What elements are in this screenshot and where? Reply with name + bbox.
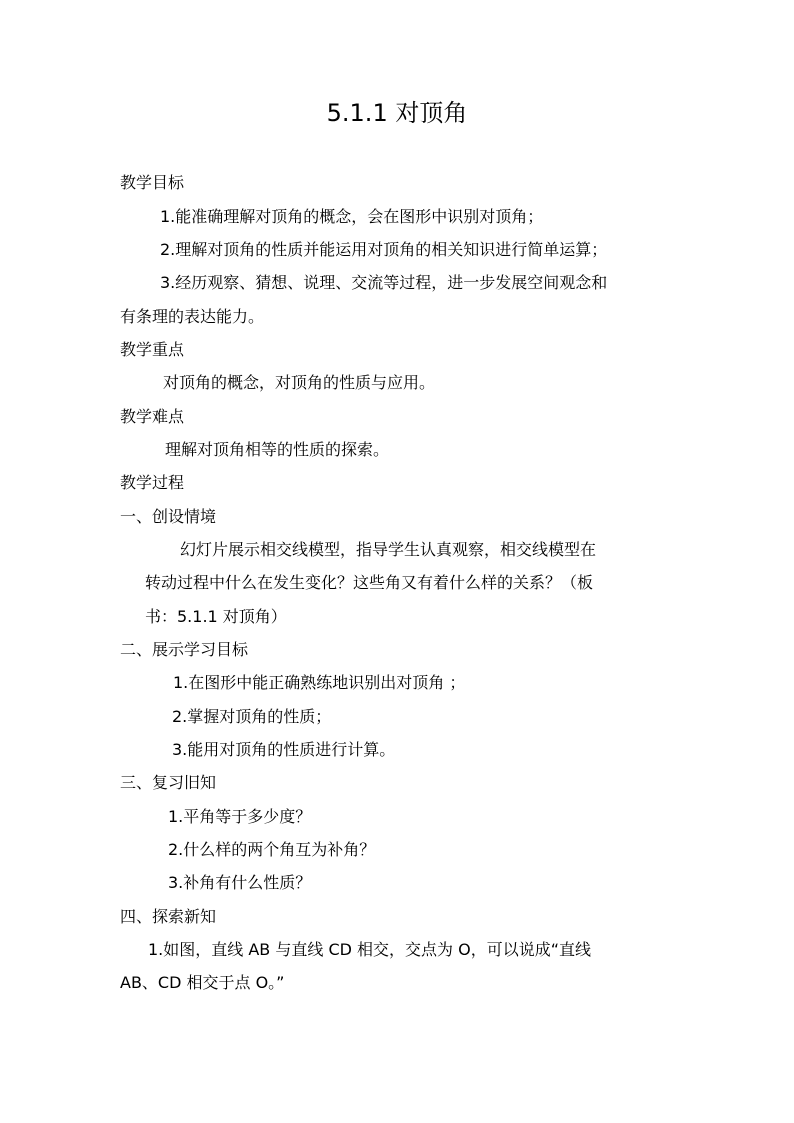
part4-heading: 四、探索新知 [120,907,217,926]
part2-item-3: 3.能用对顶角的性质进行计算。 [172,740,396,759]
part1-line-1: 幻灯片展示相交线模型，指导学生认真观察，相交线模型在 [180,540,597,559]
part1-heading: 一、创设情境 [120,507,217,526]
key-points-text: 对顶角的概念，对顶角的性质与应用。 [163,373,436,392]
part2-item-2: 2.掌握对顶角的性质； [172,707,332,726]
goal-item-1: 1.能准确理解对顶角的概念，会在图形中识别对顶角； [160,207,544,226]
part3-item-2: 2.什么样的两个角互为补角？ [168,840,376,859]
section-heading-process: 教学过程 [120,473,185,492]
goal-item-3: 3.经历观察、猜想、说理、交流等过程，进一步发展空间观念和 [160,273,608,292]
part3-heading: 三、复习旧知 [120,773,217,792]
difficulties-text: 理解对顶角相等的性质的探索。 [165,440,390,459]
section-heading-difficulties: 教学难点 [120,407,185,426]
part4-line-2: AB、CD 相交于点 O。” [120,973,285,992]
goal-item-3-continued: 有条理的表达能力。 [120,307,265,326]
part2-heading: 二、展示学习目标 [120,640,249,659]
part4-line-1: 1.如图，直线 AB 与直线 CD 相交，交点为 O，可以说成“直线 [148,940,591,959]
part1-line-2: 转动过程中什么在发生变化？这些角又有着什么样的关系？（板 [145,573,594,592]
part3-item-3: 3.补角有什么性质？ [168,873,312,892]
goal-item-2: 2.理解对顶角的性质并能运用对顶角的相关知识进行简单运算； [160,240,608,259]
document-title: 5.1.1 对顶角 [326,99,468,127]
section-heading-key-points: 教学重点 [120,340,185,359]
section-heading-goals: 教学目标 [120,173,185,192]
part1-line-3: 书：5.1.1 对顶角） [145,607,287,626]
part2-item-1: 1.在图形中能正确熟练地识别出对顶角 ； [173,673,466,692]
part3-item-1: 1.平角等于多少度？ [168,807,312,826]
